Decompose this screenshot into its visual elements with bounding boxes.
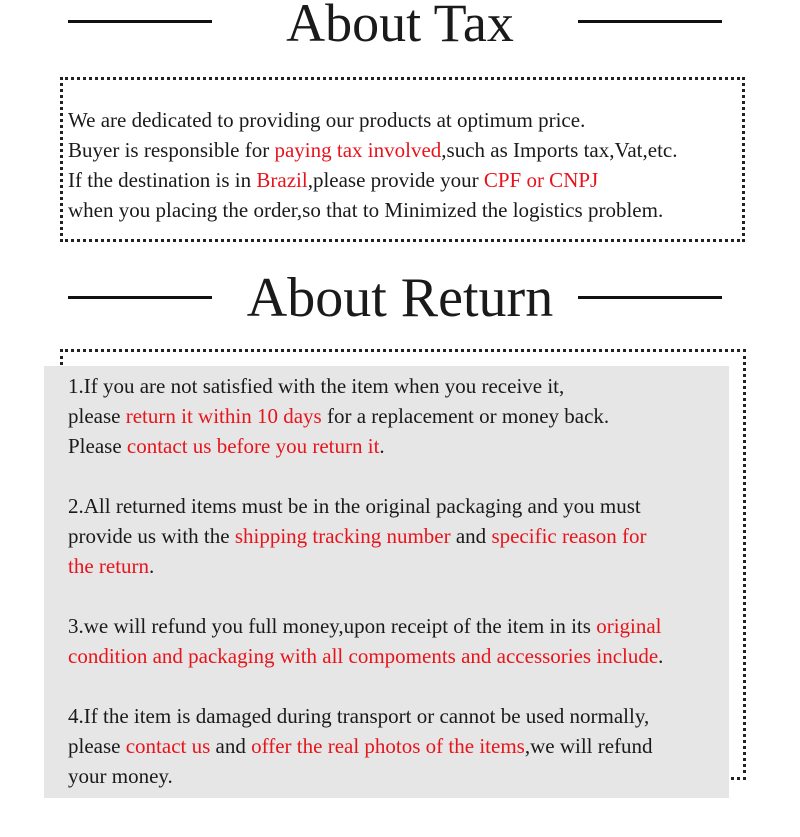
body-text: ,we will refund bbox=[524, 734, 653, 758]
paragraph-gap bbox=[68, 461, 663, 491]
return-title: About Return bbox=[246, 267, 554, 329]
text-line bbox=[68, 401, 663, 431]
body-text: and bbox=[210, 734, 252, 758]
text-line bbox=[68, 761, 663, 791]
body-text: 2.All returned items must be in the original packaging and you must bbox=[68, 494, 641, 518]
return-heading-rule-right bbox=[578, 296, 722, 299]
highlight-text: original bbox=[596, 614, 662, 638]
text-line bbox=[68, 135, 677, 165]
body-text: 4.If the item is damaged during transport or cannot be used normally, bbox=[68, 704, 650, 728]
return-heading-rule-left bbox=[68, 296, 212, 299]
body-text: . bbox=[149, 554, 155, 578]
return-text bbox=[68, 371, 663, 791]
highlight-text: condition and packaging with all compoments and accessories include bbox=[68, 644, 659, 668]
body-text: 1.If you are not satisfied with the item when you receive it, bbox=[68, 374, 565, 398]
paragraph-gap bbox=[68, 581, 663, 611]
body-text: provide us with the bbox=[68, 524, 235, 548]
body-text: your money. bbox=[68, 764, 173, 788]
highlight-text: contact us bbox=[125, 734, 211, 758]
text-line bbox=[68, 731, 663, 761]
body-text: ,please provide your bbox=[307, 168, 484, 192]
body-text: please bbox=[68, 404, 126, 428]
text-line bbox=[68, 551, 663, 581]
paragraph-gap bbox=[68, 671, 663, 701]
text-line bbox=[68, 371, 663, 401]
body-text: . bbox=[379, 434, 385, 458]
body-text: when you placing the order,so that to Minimized the logistics problem. bbox=[68, 198, 664, 222]
highlight-text: offer the real photos of the items bbox=[251, 734, 525, 758]
text-line bbox=[68, 195, 677, 225]
highlight-text: CPF or CNPJ bbox=[483, 168, 599, 192]
body-text: We are dedicated to providing our products at optimum price. bbox=[68, 108, 586, 132]
highlight-text: return it within 10 days bbox=[125, 404, 322, 428]
text-line bbox=[68, 491, 663, 521]
text-line bbox=[68, 105, 677, 135]
tax-text bbox=[68, 105, 677, 225]
body-text: please bbox=[68, 734, 126, 758]
text-line bbox=[68, 165, 677, 195]
tax-heading-rule-left bbox=[68, 20, 212, 23]
highlight-text: specific reason for bbox=[491, 524, 647, 548]
tax-heading-rule-right bbox=[578, 20, 722, 23]
highlight-text: shipping tracking number bbox=[234, 524, 451, 548]
text-line bbox=[68, 701, 663, 731]
text-line bbox=[68, 431, 663, 461]
tax-title: About Tax bbox=[286, 0, 514, 53]
body-text: Buyer is responsible for bbox=[68, 138, 275, 162]
body-text: Please bbox=[68, 434, 127, 458]
highlight-text: contact us before you return it bbox=[126, 434, 380, 458]
highlight-text: paying tax involved bbox=[274, 138, 442, 162]
text-line bbox=[68, 641, 663, 671]
text-line bbox=[68, 521, 663, 551]
text-line bbox=[68, 611, 663, 641]
body-text: 3.we will refund you full money,upon receipt of the item in its bbox=[68, 614, 597, 638]
body-text: ,such as Imports tax,Vat,etc. bbox=[441, 138, 678, 162]
highlight-text: Brazil bbox=[256, 168, 308, 192]
body-text: . bbox=[658, 644, 664, 668]
body-text: for a replacement or money back. bbox=[321, 404, 610, 428]
tax-heading bbox=[0, 0, 800, 53]
body-text: If the destination is in bbox=[68, 168, 257, 192]
body-text: and bbox=[450, 524, 492, 548]
highlight-text: the return bbox=[68, 554, 150, 578]
